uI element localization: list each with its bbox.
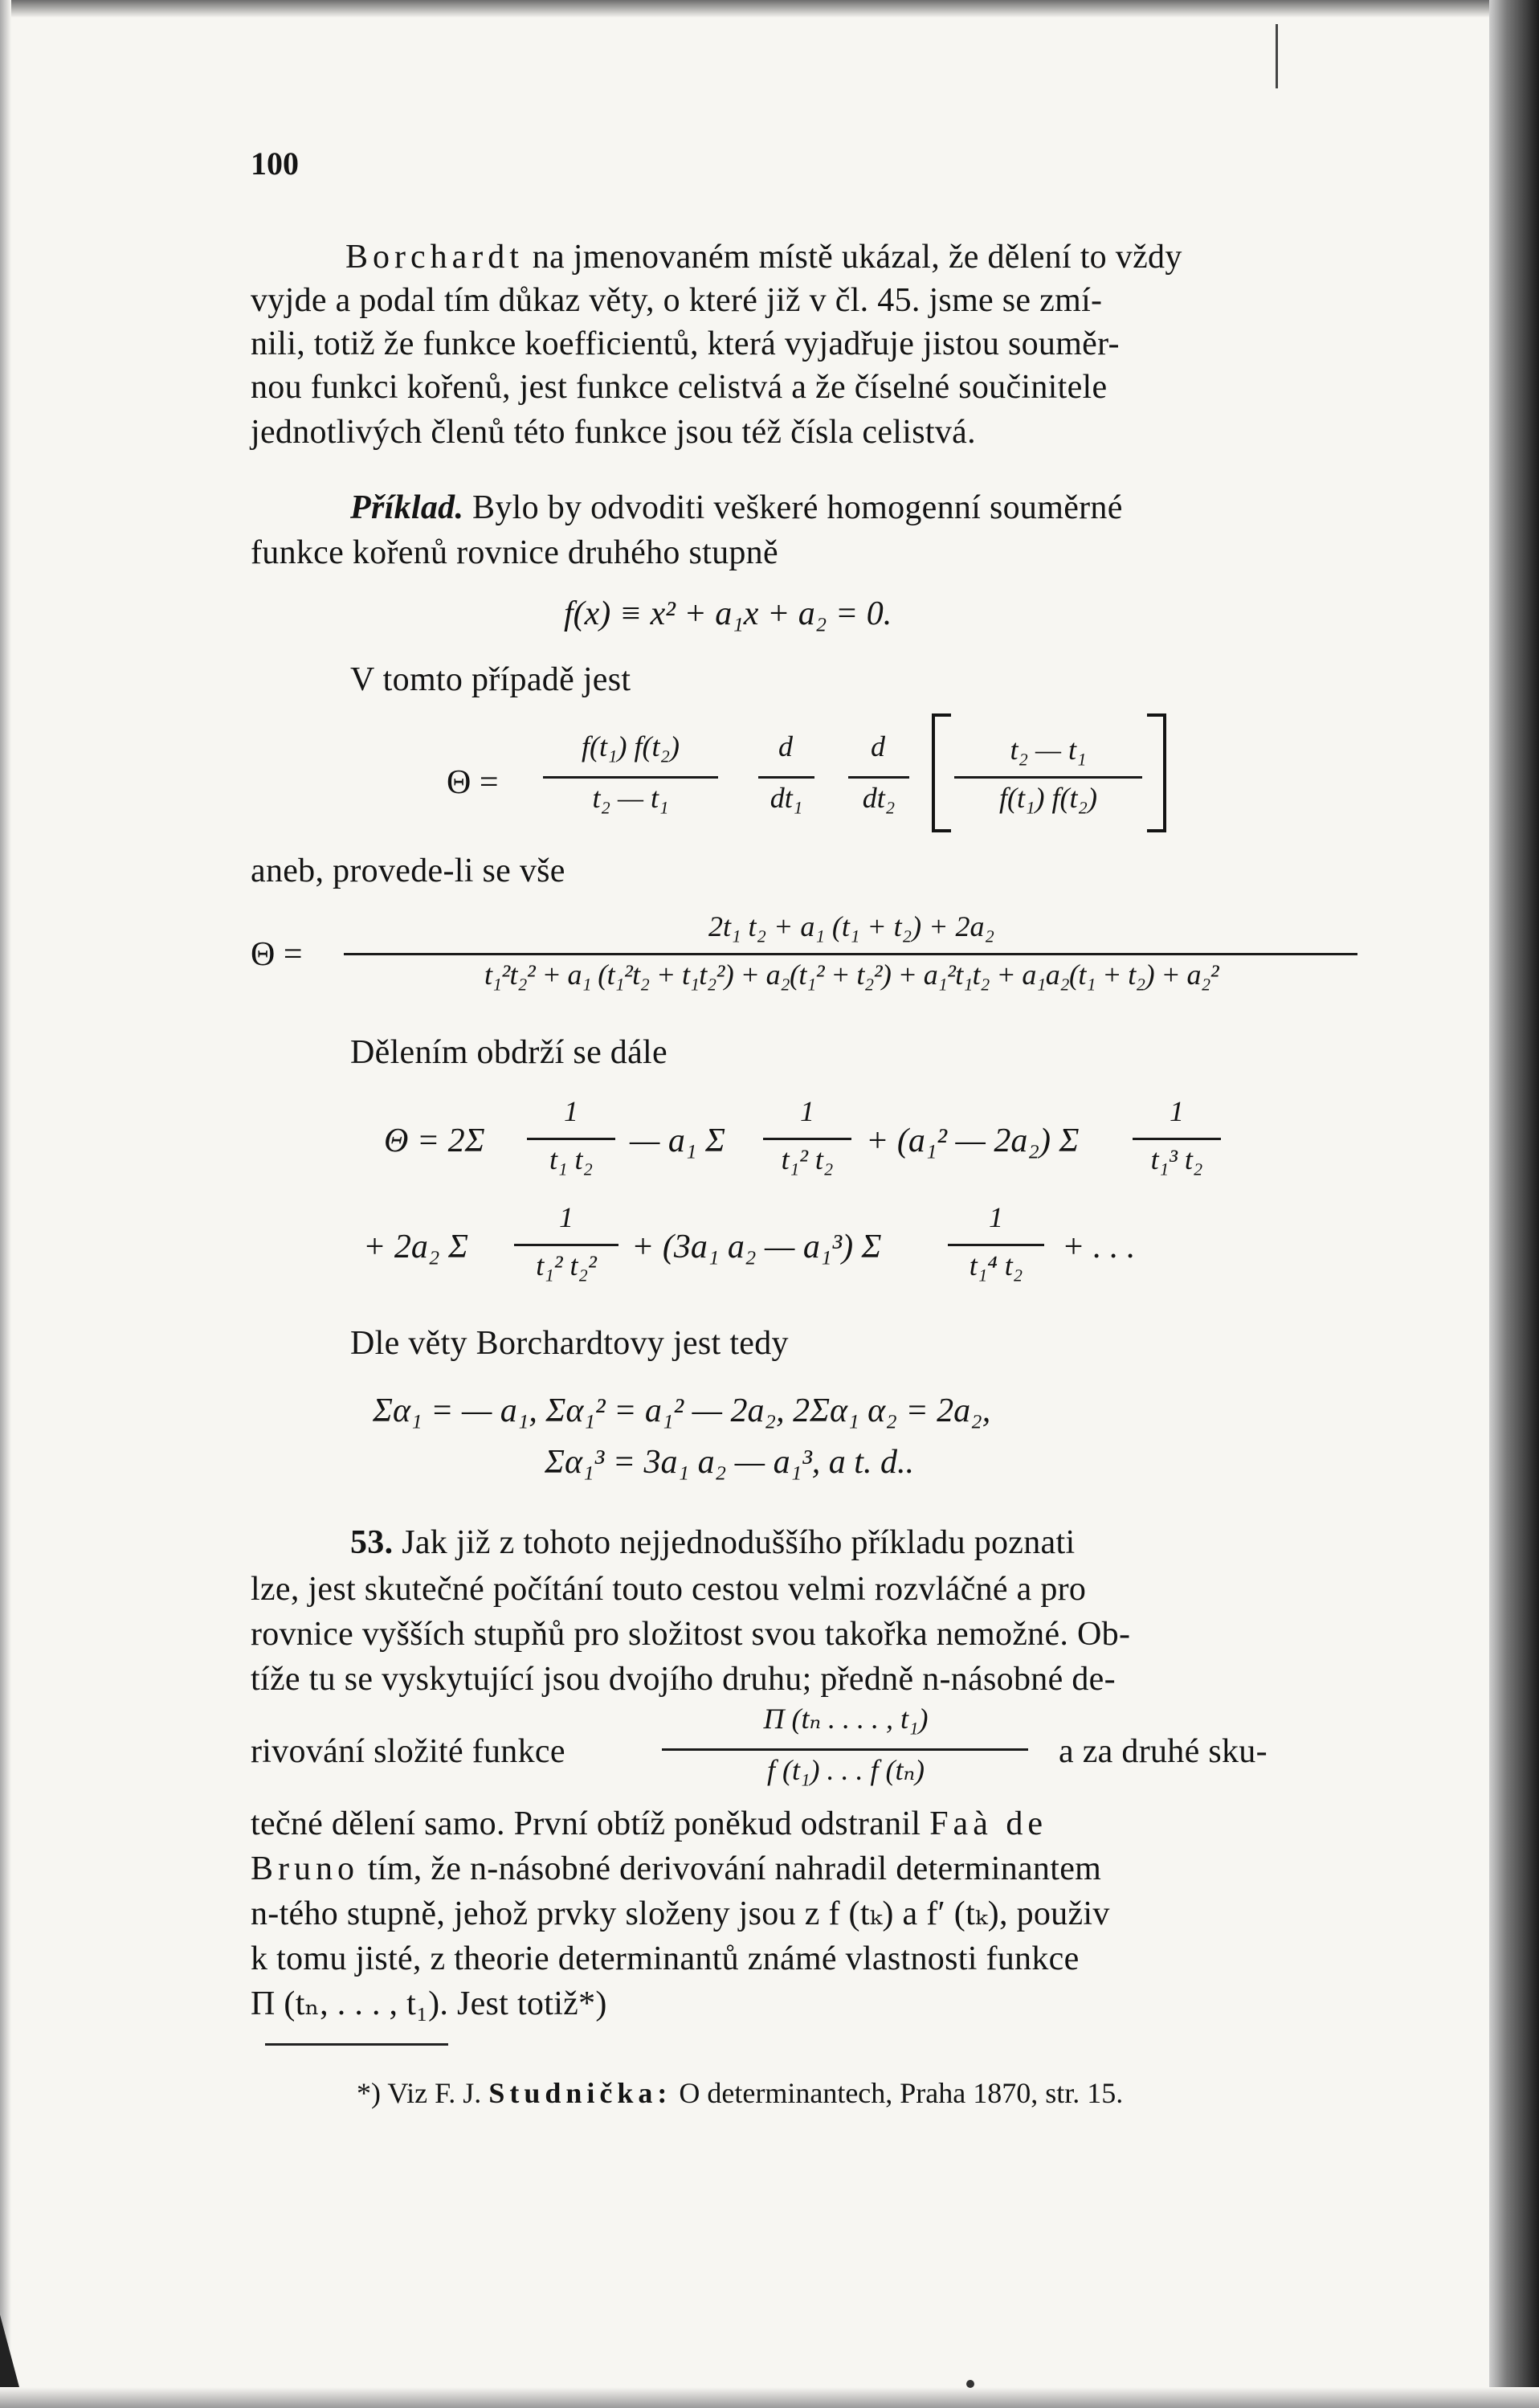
scan-edge-left [0,0,11,2408]
sec53-frac-bar [662,1748,1028,1751]
eq3-num: 2t₁ t₂ + a₁ (t₁ + t₂) + 2a₂ [708,910,994,942]
para1-line3: nili, totiž že funkce koefficientů, která vyjadřuje jistou souměr- [251,325,1120,362]
scan-edge-bottom [0,2387,1539,2408]
scan-tick-mark [1276,24,1278,88]
footnote-author: Studnička: [488,2077,672,2109]
para1-line5: jednotlivých členů této funkce jsou též čísla celistvá. [251,414,976,451]
eq5-f1-num: 1 [559,1201,574,1233]
para2-line1-text: Bylo by odvoditi veškeré homogenní souměrné [463,489,1123,526]
para1-line1 [345,235,1182,280]
eq2-right-bracket [1147,713,1166,832]
eq4-term3: + (a₁² — 2a₂) Σ [866,1122,1080,1159]
author-bruno: Bruno [251,1850,359,1887]
sec53-line4: tíže tu se vyskytující jsou dvojího druhu; předně n-násobné de- [251,1661,1116,1698]
sec53-line7 [251,1846,1101,1891]
para2-line1 [350,485,1123,530]
eq6: Σα₁ = — a₁, Σα₁² = a₁² — 2a₂, 2Σα₁ α₂ = 2a₂, [373,1392,991,1429]
sec53-line1-text: Jak již z tohoto nejjednoduššího příkladu poznati [393,1524,1076,1561]
eq2-bar4 [954,776,1142,779]
sec53-line10: Π (tₙ, . . . , t₁). Jest totiž*) [251,1985,607,2022]
sec53-line1 [350,1520,1075,1565]
author-faa: Faà de [929,1805,1047,1842]
sec53-frac-num: Π (tₙ . . . . , t₁) [763,1703,929,1735]
sec53-frac-den: f (t₁) . . . f (tₙ) [766,1754,925,1786]
eq7: Σα₁³ = 3a₁ a₂ — a₁³, a t. d.. [545,1444,914,1481]
para1-line2: vyjde a podal tím důkaz věty, o které již v čl. 45. jsme se zmí- [251,282,1103,319]
example-label: Příklad. [350,489,464,526]
eq5-term2: + (3a₁ a₂ — a₁³) Σ [631,1229,882,1265]
eq2-d1-den: dt₁ [770,782,803,814]
eq2-lhs: Θ = [447,764,499,801]
eq2-d2-num: d [871,730,885,762]
eq5-f1-den: t₁² t₂² [536,1249,597,1282]
eq4-f3-num: 1 [1170,1095,1184,1127]
sec53-line8: n-tého stupně, jehož prvky složeny jsou z f (tₖ) a f′ (tₖ), použiv [251,1895,1110,1932]
eq4-f2-num: 1 [800,1095,814,1127]
equation-polynomial: f(x) ≡ x² + a₁x + a₂ = 0. [564,595,892,632]
section-number: 53. [350,1524,394,1561]
eq4-f2-den: t₁² t₂ [781,1143,834,1175]
eq3-lhs: Θ = [251,936,303,973]
eq2-d1-num: d [778,730,793,762]
text-dle: Dle věty Borchardtovy jest tedy [350,1325,789,1362]
eq2-left-bracket [932,713,951,832]
eq3-den: t₁²t₂² + a₁ (t₁²t₂ + t₁t₂²) + a₂(t₁² + t₂²) + a₁²t₁t₂ + a₁a₂(t₁ + t₂) + a₂² [484,959,1219,991]
eq2-den1: t₂ — t₁ [592,782,669,814]
eq4-bar1 [527,1138,615,1140]
page-number: 100 [251,145,299,182]
eq4-term2: — a₁ Σ [630,1122,725,1159]
footnote-prefix: *) Viz F. J. [357,2077,489,2109]
eq2-bar3 [848,776,909,779]
scan-edge-right [1489,0,1539,2408]
para1-line4: nou funkci kořenů, jest funkce celistvá a že číselné součinitele [251,369,1108,406]
eq2-inner-num: t₂ — t₁ [1010,734,1087,766]
scan-corner-mark [0,2315,19,2387]
scan-edge-top [0,0,1539,18]
eq4-bar2 [763,1138,851,1140]
scan-dot-mark [966,2380,974,2388]
sec53-line5b: a za druhé sku- [1059,1733,1268,1770]
text-v-tomto: V tomto případě jest [350,661,631,698]
para1-line1-text: na jmenovaném místě ukázal, že dělení to vždy [523,239,1182,276]
author-name: Borchardt [345,239,524,276]
text-aneb: aneb, provede-li se vše [251,852,565,889]
footnote-text: O determinantech, Praha 1870, str. 15. [672,2077,1124,2109]
eq3-bar [344,953,1357,955]
eq4-f3-den: t₁³ t₂ [1150,1143,1203,1175]
sec53-line3: rovnice vyšších stupňů pro složitost svou takořka nemožné. Ob- [251,1616,1131,1653]
eq2-num1: f(t₁) f(t₂) [582,730,680,762]
text-delenim: Dělením obdrží se dále [350,1034,667,1071]
sec53-line2: lze, jest skutečné počítání touto cestou velmi rozvláčné a pro [251,1571,1087,1608]
eq5-bar2 [948,1244,1044,1246]
eq4-f1-num: 1 [564,1095,578,1127]
eq4-lhs: Θ = 2Σ [384,1122,485,1159]
sec53-line6 [251,1801,1047,1846]
eq5-f2-num: 1 [989,1201,1003,1233]
eq5-f2-den: t₁⁴ t₂ [969,1249,1023,1282]
sec53-line9: k tomu jisté, z theorie determinantů známé vlastnosti funkce [251,1940,1080,1977]
eq5-bar1 [514,1244,618,1246]
eq5-term3: + . . . [1062,1229,1136,1265]
footnote [357,2076,1123,2110]
eq4-f1-den: t₁ t₂ [549,1143,594,1175]
sec53-line6-text: tečné dělení samo. První obtíž poněkud odstranil [251,1805,930,1842]
sec53-line5a: rivování složité funkce [251,1733,565,1770]
footnote-rule [265,2043,448,2046]
eq2-inner-den: f(t₁) f(t₂) [999,782,1097,814]
eq4-bar3 [1133,1138,1221,1140]
eq2-bar1 [543,776,718,779]
eq2-d2-den: dt₂ [862,782,896,814]
eq5-term1: + 2a₂ Σ [363,1229,468,1265]
sec53-line7-text: tím, že n-násobné derivování nahradil determinantem [359,1850,1102,1887]
para2-line2: funkce kořenů rovnice druhého stupně [251,534,778,571]
eq2-bar2 [758,776,814,779]
